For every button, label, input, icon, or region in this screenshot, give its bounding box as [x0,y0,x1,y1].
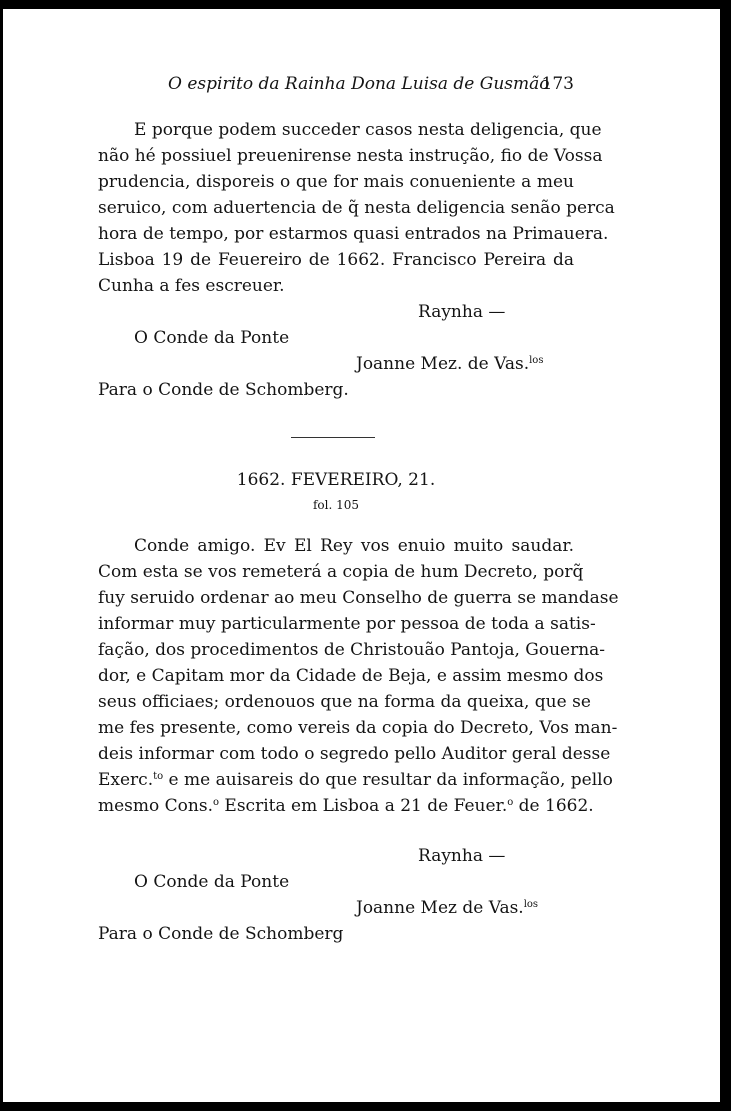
letter2-line: seus officiaes; ordenouos que na forma da queixa, que se [98,692,591,712]
letter2-line: fuy seruido ordenar ao meu Conselho de guerra se mandase [98,588,619,608]
letter2-line: mesmo Cons.$^o$ Escrita em Lisboa a 21 de Feuer.$^o$ de 1662. [98,796,594,816]
scan-border-right [720,0,731,1111]
letter1-line: hora de tempo, por estarmos quasi entrados na Primauera. [98,224,609,244]
letter1-line: E porque podem succeder casos nesta deligencia, que [134,120,602,140]
letter2-line: deis informar com todo o segredo pello Auditor geral desse [98,744,611,764]
letter2-addressee: O Conde da Ponte [134,872,290,892]
letter2-folio: fol. 105 [312,498,360,512]
letter2-line: dor, e Capitam mor da Cidade de Beja, e assim mesmo dos [98,666,604,686]
letter1-signature: Raynha — [418,302,506,322]
letter2-line: Exerc.$^{to}$ e me auisareis do que resultar da informação, pello [98,770,613,790]
scan-border-bottom [0,1102,731,1111]
letter2-line: Com esta se vos remeterá a copia de hum Decreto, porq̃ [98,562,584,582]
letter1-addressee: O Conde da Ponte [134,328,290,348]
page-number: 173 [541,74,574,94]
letter1-secretary: Joanne Mez. de Vas.$^{los}$ [356,354,544,374]
letter2-line: me fes presente, como vereis da copia do Decreto, Vos man- [98,718,618,738]
letter1-recipient: Para o Conde de Schomberg. [98,380,349,400]
letter2-line: informar muy particularmente por pessoa de toda a satis- [98,614,596,634]
letter1-line: Cunha a fes escreuer. [98,276,285,296]
letter2-line: fação, dos procedimentos de Christouão Pantoja, Gouerna- [98,640,606,660]
letter1-line: não hé possiuel preuenirense nesta instrução, fio de Vossa [98,146,603,166]
letter2-signature: Raynha — [418,846,506,866]
book-page [98,70,619,944]
letter2-dateline: 1662. FEVEREIRO, 21. [236,470,436,490]
letter2-recipient: Para o Conde de Schomberg [98,924,344,944]
section-divider [291,437,375,438]
letter1-line: Lisboa 19 de Feuereiro de 1662. Francisco Pereira da [98,250,574,270]
letter1-line: seruico, com aduertencia de q̃ nesta deligencia senão perca [98,198,615,218]
scan-border-left [0,0,3,1111]
running-title: O espirito da Rainha Dona Luisa de Gusmão [168,74,550,94]
letter1-line: prudencia, disporeis o que for mais conueniente a meu [98,172,574,192]
letter2-line: Conde amigo. Ev El Rey vos enuio muito saudar. [134,536,574,556]
letter2-secretary: Joanne Mez de Vas.$^{los}$ [356,898,539,918]
running-head [98,70,586,100]
scan-border-top [0,0,731,9]
